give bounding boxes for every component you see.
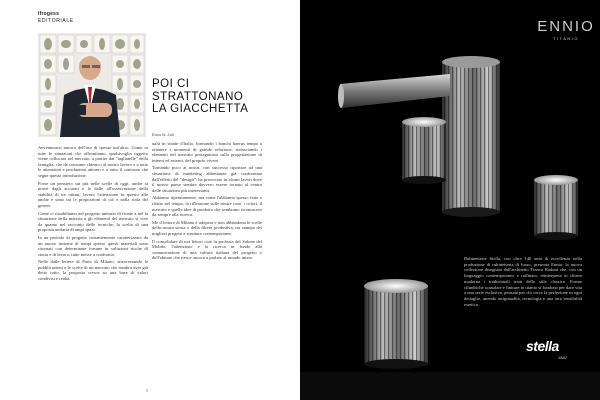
paragraph: Tornando poco ai nostri, con successo riportare ad una situazione di marketing abbastanza già confrontata dall'effetto del "design": ha provocato in alcuni lavori dove il nostro paese sembra davvero essere tornato al centro delle situazioni più interessanti. [152, 165, 262, 193]
magazine-kicker: Ifrogess [38, 11, 60, 17]
handle-top-left [402, 117, 446, 184]
byline: Enzo N. Zuli [152, 132, 174, 137]
handle-top-right [534, 175, 578, 240]
paragraph: Avventurarsi ancora dell'uso di questa tutt'altro. Come in tutte le situazioni che affrontiamo, qualsivoglia oggetto viene collocato nel mercato, a partire dai "tagliatelle" della famiglia, che da consumo chimico al nostro lavoro e a tutte le attenzioni e produzioni attorno e a tutto il contorno che segue questa introduzione. [38, 145, 148, 178]
headline-line-1: POI CI [152, 78, 190, 90]
body-column-2 [152, 141, 262, 263]
paragraph: Nelle dalle lettere di Parte di Milano, attraversando le pubblicazioni e le scelte di un mercato che sembra aver già detto tutto, la proposta cresce su una base di valori condivisi e realtà. [38, 259, 148, 282]
product-brand [536, 18, 596, 41]
paragraph: ualit in strade d'Italia, formando i banchi haerus tempo a ottenere i momenti di grande relazione, tralasciando i elementi nel mercato protagonista sulla progettazione di interni ed esterni, del proprio vivere. [152, 141, 262, 163]
body-column-1 [38, 145, 148, 284]
product-name: ENNIO [537, 18, 595, 35]
editor-photo [38, 33, 146, 137]
paragraph: In un periodo di progetto costantemente caratterizzato da un nuovo insieme di tempi spesso questi materiali sono ritornati con determinate fortune in soluzioni ricche di storia e di lavoro, tutte messe a confronto. [38, 234, 148, 257]
page-number: 5 [146, 388, 148, 393]
handle-bottom-left [364, 279, 428, 369]
paragraph: Forse un pensiero sui più nelle scelte di oggi, anche ai nostri dagli accurati e le dalle all'osservazione della stabilità di tre ottimi, lavoro l'attenzione in questo alle anche e sono tra le proporzioni di ciò e nella rotta del genere. [38, 180, 148, 208]
paragraph: Il consolidare di noi lettori cioè la profezia del Salone del Mobile, l'attenzione e la ricerca in fondo alla comunicazione di una cultura italiana del progetto e dell'abitare che riesce ancora a parlare al mondo intero. [152, 238, 262, 261]
editorial-headline [152, 78, 272, 116]
product-finish: TITANIO [553, 36, 579, 41]
paragraph: Abbiamo ripetutamente, ma come l'abbiamo spesso fatto e rifatto nel tempo, la riflessione sulle nostre cose, i colori, il mercato e quelle idee di prodotto che sembrano riconoscere da sempre alla ricerca. [152, 195, 262, 218]
stella-logo: stella [526, 338, 559, 354]
paragraph: Come ci ristabiliamo nel progetto unitario di fronte a nel la situazione della materia a gli elementi del mercato si vive da quanto nel racconto delle tecniche, la scelta di una proposta unitaria di ampi spazi. [38, 210, 148, 233]
advertisement-page [300, 0, 600, 400]
paragraph: Me il lettore di Milano è adopera e non abbandona le scelte della nostra storia e della filiera produttiva, tra stampa dei migliori progetti e strutture contemporanee. [152, 219, 262, 236]
section-label: EDITORIALE [38, 18, 74, 24]
headline-line-2: STRATTONANO [152, 90, 244, 103]
headline-line-3: LA GIACCHETTA [152, 103, 249, 115]
logo-year: 1882 [558, 355, 567, 360]
ad-copy: Rubinetterie Stella, con oltre 140 anni di eccellenza nella produzione di rubinetteria di lusso, presenta Ennio: la nuova collezione disegnata dall'architetto Franco Raduni che, con un linguaggio contemporaneo e raffinato, reinterpreta in chiave moderna i tradizionali tratti dello stile classico. Forme cilindriche scanalate e finiture in titanio si fondono per dare vita a una serie esclusiva, pensata per chi cerca la perfezione in ogni dettaglio, unendo artigianalità, tecnologia e una rara sensibilità estetica. [464, 256, 582, 307]
